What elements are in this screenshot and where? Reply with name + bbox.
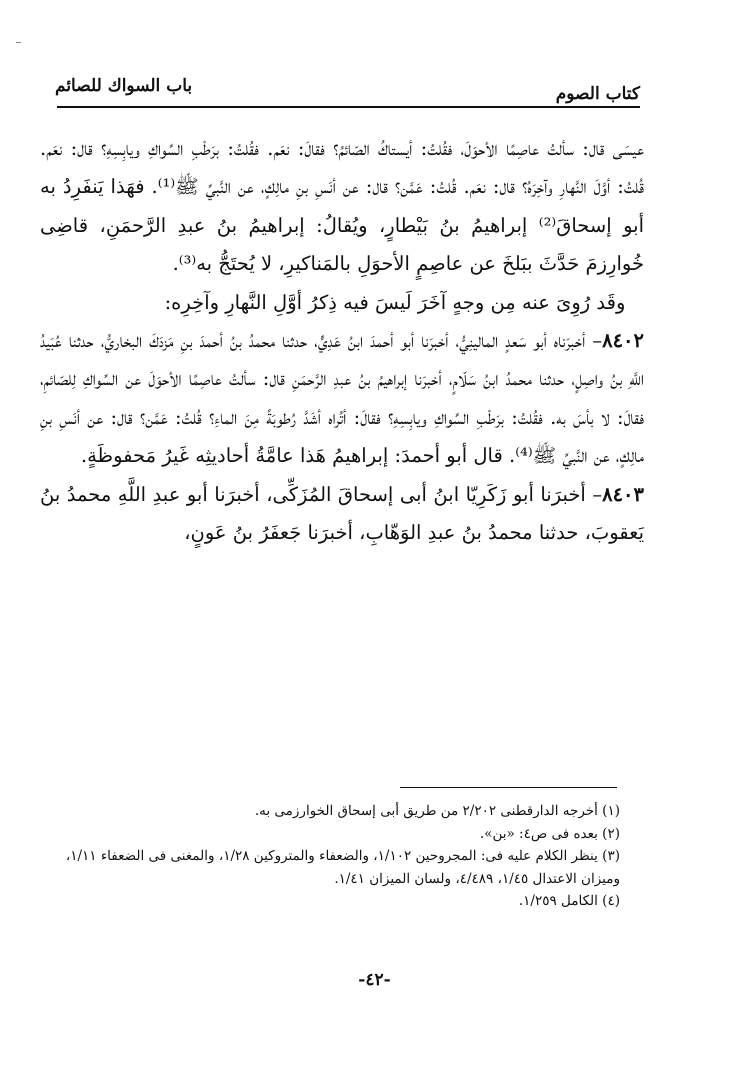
paragraph-1: عيسَى قال: سألتُ عاصِمًا الأحوَلَ، فقُلتُ: أيستاكُ الصّائمُ؟ فقالَ: نعَم. فقُلتُ: برَطْبِ السِّواكِ ويابِسِهِ؟ قال: نعَم. قُلتُ: أوَّلَ النَّهارِ وآخِرَهُ؟ قال: نعَم. قُلتُ: عَمَّن؟ قال: عن أنَسِ بنِ مالِكٍ، عن النَّبيِّ ﷺ⁽¹⁾. فهَذا يَنفَرِدُ به أبو إسحاقَ⁽²⁾ إبراهيمُ بنُ بَيْطارٍ، ويُقالُ: إبراهيمُ بنُ عبدِ الرَّحمَنِ، قاضِى خُوارِزمَ حَدَّثَ ببَلخَ عن عاصِمٍ الأحوَلِ بالمَناكيرِ، لا يُحتَجُّ به⁽³⁾. [40, 137, 645, 276]
footnote-rule [400, 787, 617, 788]
paragraph-2 [40, 284, 644, 322]
margin-mark [16, 42, 21, 43]
footnotes [28, 800, 620, 913]
chapter-title: باب السواك للصائم [55, 76, 193, 96]
running-header [55, 72, 640, 106]
hadith-text: – أخبرَنا أبو زَكَرِيّا ابنُ أبى إسحاقَ المُزَكِّى، أخبرَنا أبو عبدِ اللَّهِ محمدُ بنُ يَعقوبَ، حدثنا محمدُ بنُ عبدِ الوَهّابِ، أخبرَنا جَعفَرُ بنُ عَونٍ، [40, 482, 644, 545]
footnote-3: (٣) ينظر الكلام عليه فى: المجروحين ١/١٠٢، والضعفاء والمتروكين ١/٢٨، والمغنى فى الضعفاء ١/١١، وميزان الاعتدال ١/٤٥، ٤/٤٨٩، ولسان الميزان ١/٤١. [65, 848, 620, 887]
hadith-8402 [40, 322, 644, 476]
page-number: -٤٢- [358, 970, 391, 990]
paragraph-2-text: وقَد رُوِىَ عنه مِن وجهٍ آخَرَ لَيسَ فيه ذِكرُ أوَّلِ النَّهارِ وآخِرِه: [164, 290, 626, 314]
main-text [40, 130, 644, 552]
footnote-4: (٤) الكامل ١/٢٥٩. [518, 893, 620, 909]
footnote-1: (١) أخرجه الدارقطنى ٢/٢٠٢ من طريق أبى إسحاق الخوارزمى به. [254, 803, 620, 819]
hadith-text: – أخبرَناه أبو سَعدٍ المالينِيُّ، أخبرَنا أبو أحمدَ ابنُ عَدِيٍّ، حدثنا محمدُ بنُ أحمدَ بنِ مَزدَكَ البخاريُّ، حدثنا عُبَيدُ اللَّهِ بنُ واصِلٍ، حدثنا محمدُ ابنُ سَلّامٍ، أخبرَنا إبراهيمُ بنُ عبدِ الرَّحمَنِ قال: سألتُ عاصِمًا الأحوَلَ عن السِّواكِ لِلصّائمِ، فقالَ: لا بأسَ به. فقُلتُ: برَطْبِ السِّواكِ ويابِسِهِ؟ فقالَ: أتُراه أشَدَّ رُطوبَةً مِنَ الماءِ؟ قُلتُ: عَمَّن؟ قال: عن أنَسِ بنِ مالِكٍ، عن النَّبيِّ ﷺ⁽⁴⁾. قال أبو أحمدَ: إبراهيمُ هَذا عامَّةُ أحاديثِه غَيرُ مَحفوظَةٍ. [40, 329, 644, 468]
hadith-number: ٨٤٠٣ [602, 482, 644, 506]
header-rule [57, 106, 640, 108]
footnote-2: (٢) بعده فى ص٤: «بن». [479, 825, 620, 842]
hadith-8403 [40, 476, 644, 553]
hadith-number: ٨٤٠٢ [602, 329, 644, 353]
book-title: كتاب الصوم [555, 84, 640, 104]
